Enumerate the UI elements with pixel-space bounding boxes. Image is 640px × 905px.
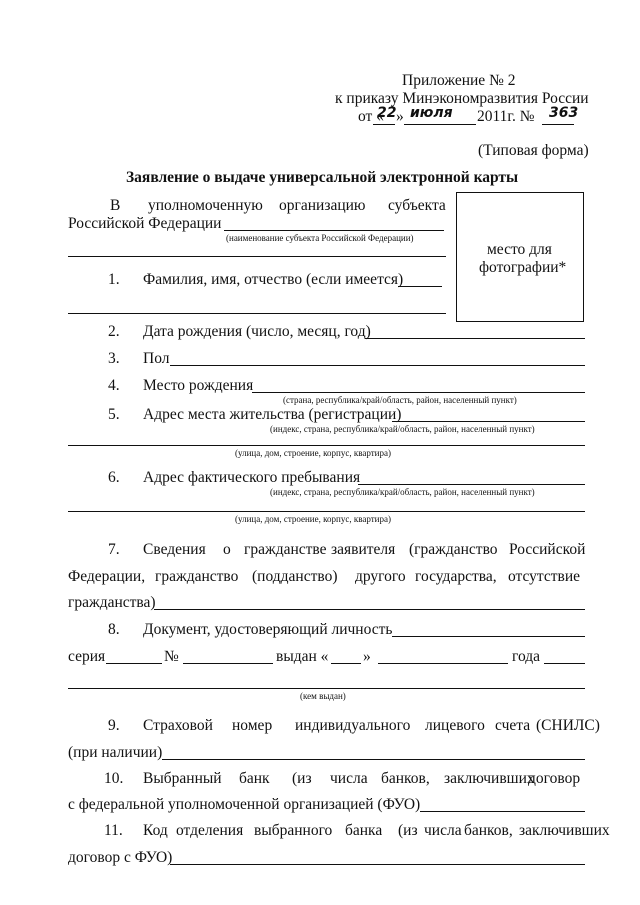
- item-11-word-3: выбранного: [254, 822, 333, 839]
- item-7-word-6: Российской: [509, 541, 586, 558]
- item-8-vydan: выдан «: [276, 648, 329, 665]
- item-2-label: Дата рождения (число, месяц, год): [143, 323, 371, 340]
- intro-word-1: В: [110, 197, 121, 214]
- item-7-line2-word-3: (подданство): [252, 568, 338, 585]
- subject-field-2[interactable]: [68, 256, 446, 257]
- item-10-word-6: заключивших: [444, 770, 535, 787]
- item-10-num: 10.: [104, 770, 124, 787]
- item-3-label: Пол: [143, 350, 170, 367]
- item-5-label: Адрес места жительства (регистрации): [143, 406, 402, 423]
- item-8-no: №: [164, 648, 179, 665]
- item-1-label: Фамилия, имя, отчество (если имеется): [143, 271, 404, 288]
- header-date-close: »: [396, 108, 404, 125]
- item-4-label: Место рождения: [143, 377, 254, 394]
- item-11-word-4: банка: [345, 822, 383, 839]
- subject-hint: (наименование субъекта Российской Федерации): [226, 233, 414, 243]
- item-3-num: 3.: [108, 350, 120, 367]
- item-6-label: Адрес фактического пребывания: [143, 469, 361, 486]
- item-11-word-5: (из: [398, 822, 418, 839]
- photo-box: [456, 192, 584, 322]
- item-11-line2: договор с ФУО): [68, 849, 173, 866]
- item-7-word-2: о: [223, 541, 231, 558]
- series-field[interactable]: [106, 663, 162, 664]
- fio-field-2[interactable]: [68, 313, 446, 314]
- item-11-word-6: числа: [424, 822, 462, 839]
- item-10-line2: с федеральной уполномоченной организацией (ФУО): [68, 796, 421, 813]
- item-1-num: 1.: [108, 271, 120, 288]
- sex-field[interactable]: [170, 365, 585, 366]
- reg-address-hint-2: (улица, дом, строение, корпус, квартира): [235, 448, 391, 458]
- item-5-num: 5.: [108, 406, 120, 423]
- header-day: 22: [377, 105, 397, 121]
- subject-field[interactable]: [224, 230, 444, 231]
- actual-address-hint-2: (улица, дом, строение, корпус, квартира): [235, 514, 391, 524]
- item-8-seria: серия: [68, 648, 106, 665]
- actual-address-field[interactable]: [358, 484, 585, 485]
- fio-field[interactable]: [398, 286, 442, 287]
- item-9-word-5: счета: [495, 717, 531, 734]
- birthdate-field[interactable]: [365, 338, 585, 339]
- item-7-word-1: Сведения: [143, 541, 206, 558]
- intro-line2: Российской Федерации: [68, 215, 222, 232]
- birthplace-hint: (страна, республика/край/область, район, населенный пункт): [283, 395, 517, 405]
- item-10-word-4: числа: [330, 770, 368, 787]
- item-7-line2-word-2: гражданство: [155, 568, 239, 585]
- item-10-word-5: банков,: [381, 770, 430, 787]
- citizenship-field[interactable]: [154, 609, 585, 610]
- id-document-field[interactable]: [392, 636, 585, 637]
- intro-word-3: организацию: [279, 197, 366, 214]
- header-month: июля: [410, 105, 453, 121]
- issued-by-field[interactable]: [68, 688, 585, 689]
- item-7-line2-word-5: государства,: [415, 568, 497, 585]
- header-appendix: Приложение № 2: [402, 72, 516, 89]
- item-9-word-4: лицевого: [425, 717, 485, 734]
- item-8-label: Документ, удостоверяющий личность: [143, 621, 393, 638]
- header-year: 2011г. №: [477, 108, 535, 125]
- item-11-word-1: Код: [143, 822, 168, 839]
- form-type: (Типовая форма): [478, 142, 589, 159]
- item-11-word-7: банков,: [464, 822, 513, 839]
- birthplace-field[interactable]: [252, 392, 585, 393]
- item-9-word-3: индивидуального: [295, 717, 411, 734]
- item-10-word-1: Выбранный: [143, 770, 222, 787]
- item-10-word-7: договор: [528, 770, 581, 787]
- item-10-word-2: банк: [239, 770, 270, 787]
- header-date-prefix: от «: [358, 108, 384, 125]
- reg-address-field[interactable]: [392, 421, 585, 422]
- bank-field[interactable]: [420, 811, 585, 812]
- item-7-word-3: гражданстве: [244, 541, 327, 558]
- reg-address-hint-1: (индекс, страна, республика/край/область, район, населенный пункт): [270, 424, 535, 434]
- doc-number-field[interactable]: [183, 663, 273, 664]
- item-7-line3: гражданства): [68, 594, 156, 611]
- item-7-line2-word-6: отсутствие: [508, 568, 581, 585]
- photo-label-2: фотографии*: [479, 259, 567, 276]
- intro-word-2: уполномоченную: [148, 197, 263, 214]
- item-7-line2-word-4: другого: [355, 568, 406, 585]
- item-11-word-8: заключивших: [519, 822, 610, 839]
- item-6-num: 6.: [108, 469, 120, 486]
- reg-address-field-2[interactable]: [68, 445, 585, 446]
- item-7-word-4: заявителя: [331, 541, 396, 558]
- item-4-num: 4.: [108, 377, 120, 394]
- header-number: 363: [549, 105, 579, 121]
- branch-code-field[interactable]: [170, 864, 585, 865]
- page-title: Заявление о выдаче универсальной электронной карты: [126, 169, 519, 186]
- item-2-num: 2.: [108, 323, 120, 340]
- issued-by-hint: (кем выдан): [300, 691, 346, 701]
- item-8-goda: года: [512, 648, 541, 665]
- item-7-word-5: (гражданство: [409, 541, 498, 558]
- item-8-num: 8.: [108, 621, 120, 638]
- item-9-word-6: (СНИЛС): [536, 717, 600, 734]
- item-9-word-2: номер: [232, 717, 273, 734]
- actual-address-hint-1: (индекс, страна, республика/край/область, район, населенный пункт): [270, 487, 535, 497]
- snils-field[interactable]: [162, 759, 585, 760]
- item-9-word-1: Страховой: [143, 717, 213, 734]
- item-11-word-2: отделения: [176, 822, 244, 839]
- issue-day-field[interactable]: [331, 663, 361, 664]
- item-11-num: 11.: [104, 822, 123, 839]
- intro-word-4: субъекта: [388, 197, 446, 214]
- item-9-num: 9.: [108, 717, 120, 734]
- item-10-word-3: (из: [292, 770, 312, 787]
- photo-label-1: место для: [487, 241, 552, 258]
- header-order: к приказу Минэкономразвития России: [335, 90, 589, 107]
- issue-month-field[interactable]: [378, 663, 508, 664]
- item-7-line2-word-1: Федерации,: [68, 568, 146, 585]
- item-9-line2: (при наличии): [68, 744, 163, 761]
- actual-address-field-2[interactable]: [68, 511, 585, 512]
- item-7-num: 7.: [108, 541, 120, 558]
- issue-year-field[interactable]: [544, 663, 585, 664]
- item-8-close: »: [363, 648, 371, 665]
